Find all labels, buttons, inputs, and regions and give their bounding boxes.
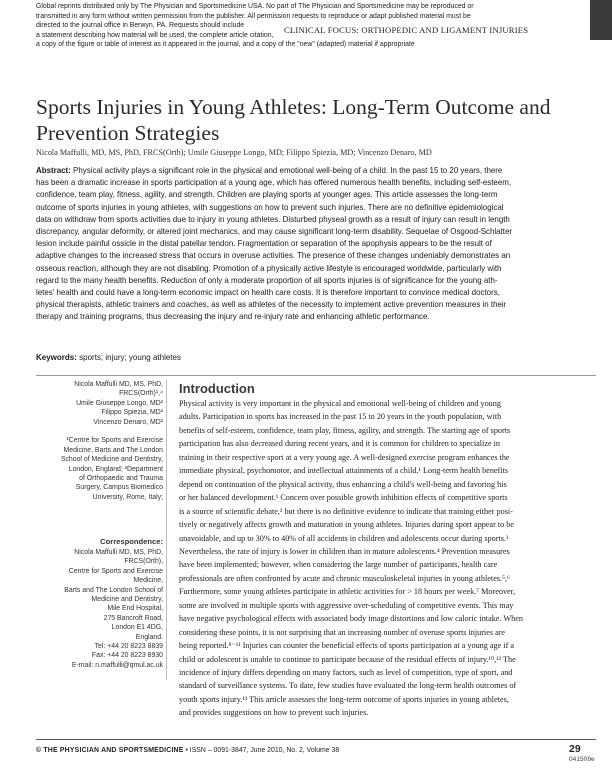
- correspondence-line: Medicine,: [133, 577, 163, 585]
- intro-line: tively or negatively affects growth and maturation in young athletes. Injuries during sport appear to be: [179, 520, 514, 530]
- intro-line: Physical activity is very important in the physical and emotional well-being of children and young: [179, 399, 501, 408]
- intro-line: Furthermore, some young athletes participate in athletic activities for > 18 hours per week.⁷ Moreover,: [179, 587, 516, 597]
- abstract-line: adaptive changes to the increased stress that occurs in overuse activities. The presence of these changes undeniably demonstrates an: [36, 251, 511, 261]
- notice-line: directed to the journal office in Berwyn, PA. Requests should include: [36, 22, 245, 30]
- affiliation-line: Nicola Maffulli MD, MS, PhD,: [74, 381, 163, 388]
- notice-line: a copy of the figure or table of interest as it appeared in the journal, and a copy of the "new" (adapted) material if appropriate: [36, 41, 415, 49]
- intro-line: is a source of scientific debate,² but there is no definitive evidence to indicate that training either posi-: [179, 506, 513, 516]
- intro-line: child or adolescent is unable to continue to participate because of the residual effects of injury.¹⁰,¹² The: [179, 654, 516, 664]
- abstract-line: has been a dramatic increase in sports participation at a young age, which has offered numerous health benefits, including self-esteem,: [36, 178, 512, 188]
- page-number: 29: [569, 743, 581, 755]
- correspondence-line: Nicola Maffulli MD, MS, PhD,: [74, 549, 163, 556]
- section-label: CLINICAL FOCUS: ORTHOPEDIC AND LIGAMENT INJURIES: [284, 25, 529, 35]
- article-title: Sports Injuries in Young Athletes: Long-Term Outcome and Prevention Strategies: [36, 95, 551, 145]
- abstract-line: therapy and training programs, thus decreasing the injury and re-injury rate and enhancing athletic performance.: [36, 312, 430, 322]
- footer-journal: © THE PHYSICIAN AND SPORTSMEDICINE: [36, 747, 184, 754]
- page-footer: [36, 747, 339, 754]
- affiliation-line: School of Medicine and Dentistry,: [60, 456, 163, 464]
- footer-divider: [36, 739, 596, 740]
- intro-line: and provides suggestions on how to prevent such injuries.: [179, 708, 369, 718]
- intro-line: adults. Participation in sports has increased in the past 15 to 20 years in the youth population, with: [179, 412, 502, 422]
- sidebar-divider: [166, 380, 167, 680]
- abstract-line: osseous reaction, although they are not disabling. Promotion of a physically active lifestyle is encouraged worldwide, particularly with: [36, 263, 502, 273]
- abstract-line: discrepancy, angular deformity, or altered joint mechanics, and may cause significant long-term disability. Sequelae of Osgood-Schlatter: [36, 227, 513, 236]
- affiliation-sidebar: [36, 380, 163, 680]
- correspondence-line: England.: [135, 633, 163, 641]
- abstract-line: lesion include painful ossicle in the distal patellar tendon. Fragmentation or separation of the apophysis appears to be the result of: [36, 239, 492, 249]
- correspondence-line: Mile End Hospital,: [107, 605, 163, 613]
- intro-line: professionals are often confronted by acute and chronic musculoskeletal injuries in young athletes.⁵,⁶: [179, 573, 510, 583]
- notice-line: a statement describing how material will be used, the complete article citation,: [36, 31, 274, 39]
- intro-line: youth sports injury.¹³ This article assesses the long-term outcome of sports injuries in young athletes,: [179, 694, 509, 704]
- introduction-body: [179, 397, 599, 718]
- affiliation-line: Surgery, Campus Biomedico: [75, 484, 163, 492]
- abstract-line: [36, 165, 502, 177]
- correspondence-line: London E1 4DG,: [111, 624, 163, 632]
- author-list: Nicola Maffulli, MD, MS, PhD, FRCS(Orth); Umile Giuseppe Longo, MD; Filippo Spiezia, MD; Vincenzo Denaro, MD: [36, 148, 432, 157]
- page-edge-tab: [590, 0, 612, 40]
- abstract-line: outcome of sports injuries in young athletes, with suggestions on how to prevent such injuries. There are no definitive epidemiological: [36, 202, 504, 212]
- affiliation-line: ¹Centre for Sports and Exercise: [66, 437, 163, 445]
- intro-line: participation has also decreased during recent years, and it is common for children to specialize in: [179, 439, 501, 449]
- correspondence-line: Centre for Sports and Exercise: [68, 567, 163, 575]
- intro-line: benefits of self-esteem, confidence, team play, fitness, agility, and strength. The starting age of sports: [179, 425, 511, 435]
- abstract-line: physical therapists, athletic trainers and coaches, as well as athletes of the necessity to implement active prevention measures in their: [36, 300, 507, 310]
- abstract-line: data on withdraw from sports activities due to injury in young athletes. Disturbed physeal growth as a result of injury can result in length: [36, 214, 510, 224]
- affiliation-line: Umile Giuseppe Longo, MD²: [76, 399, 163, 407]
- affiliation-line: Filippo Spiezia, MD²: [101, 409, 163, 417]
- abstract-divider: [36, 375, 596, 376]
- abstract-text: Physical activity plays a significant role in the physical and emotional well-being of a child. In the past 15 to 20 years, there: [70, 166, 503, 175]
- affiliation-line: London, England; ²Department: [68, 465, 163, 473]
- correspondence-line: Medicine and Dentistry,: [91, 596, 163, 603]
- abstract-line: regard to the many health benefits. Reduction of only a moderate proportion of all sports injuries is of significance for the young ath-: [36, 275, 498, 285]
- correspondence-line: E-mail: n.maffulli@qmul.ac.uk: [71, 661, 163, 669]
- correspondence-line: FRCS(Orth),: [124, 558, 163, 566]
- keywords-text: sports; injury; young athletes: [79, 353, 181, 362]
- affiliation-line: Vincenzo Denaro, MD²: [93, 418, 163, 426]
- intro-line: immediate physical, psychomotor, and intellectual attainments of a child.¹ Long-term health benefits: [179, 466, 509, 476]
- document-code: 041509e: [569, 756, 595, 763]
- abstract-label: Abstract:: [36, 166, 71, 175]
- footer-issue: • ISSN – 0091-3847, June 2010, No. 2, Volume 38: [185, 747, 340, 754]
- introduction-heading: Introduction: [179, 381, 255, 396]
- intro-line: unavoidable, and up to 30% to 40% of all accidents in children and adolescents occur during sports.³: [179, 533, 509, 543]
- keywords: [36, 353, 181, 362]
- notice-line: Global reprints distributed only by The Physician and Sportsmedicine USA. No part of The Physician and Sportsmedicine may be reproduced or: [36, 3, 474, 10]
- correspondence-line: Tel: +44 20 8223 8839: [94, 643, 163, 650]
- correspondence-line: Fax: +44 20 8223 8930: [91, 652, 163, 660]
- affiliation-line: Medicine, Barts and The London: [63, 446, 163, 454]
- correspondence-line: Barts and The London School of: [64, 586, 163, 594]
- affiliation-line: of Orthopaedic and Trauma: [79, 475, 163, 482]
- abstract: [36, 165, 596, 365]
- notice-line: transmitted in any form without written permission from the publisher. All permission requests to reproduce or adapt published material must be: [36, 12, 471, 20]
- correspondence-line: 275 Bancroft Road,: [103, 614, 163, 622]
- intro-line: incidence of injury differs depending on many factors, such as level of competition, type of sport, and: [179, 668, 513, 677]
- intro-line: training in their respective sport at a very young age. A well-designed exercise program enhances the: [179, 452, 510, 462]
- intro-line: Nevertheless, the rate of injury is lower in children than in mature adolescents.⁴ Prevention measures: [179, 546, 510, 556]
- abstract-line: letes' health and could have a long-term economic impact on health care costs. It is therefore important to convince medical doctors,: [36, 288, 500, 297]
- intro-line: some are involved in multiple sports with aggressive over-scheduling of competitive events. This may: [179, 600, 514, 610]
- affiliation-line: FRCS(Orth)¹,⁴: [119, 390, 163, 398]
- intro-line: or her balanced development.¹ Concern over possible growth inhibition effects of competitive sports: [179, 493, 508, 503]
- intro-line: standard of surveillance systems. To date, few studies have evaluated the long-term health outcomes of: [179, 681, 517, 691]
- intro-line: have negative psychological effects with associated body image distortions and low caloric intake. When: [179, 614, 523, 624]
- affiliation-line: University, Rome, Italy;: [92, 493, 163, 501]
- intro-line: being reported.⁸⁻¹¹ Injuries can counter the beneficial effects of sports participation at a young age if a: [179, 641, 514, 651]
- keywords-label: Keywords:: [36, 353, 77, 362]
- correspondence-heading: Correspondence:: [100, 537, 163, 546]
- intro-line: depend on continuation of the physical activity, thus enhancing a child's well-being and favoring his: [179, 479, 507, 489]
- intro-line: considering these points, it is not surprising that an increasing number of overuse sports injuries are: [179, 627, 506, 637]
- abstract-line: confidence, team play, fitness, agility, and strength. Children are playing sports at younger ages. This article assesses the long-term: [36, 190, 498, 200]
- intro-line: have been implemented; however, when considering the large number of participants, health care: [179, 560, 498, 570]
